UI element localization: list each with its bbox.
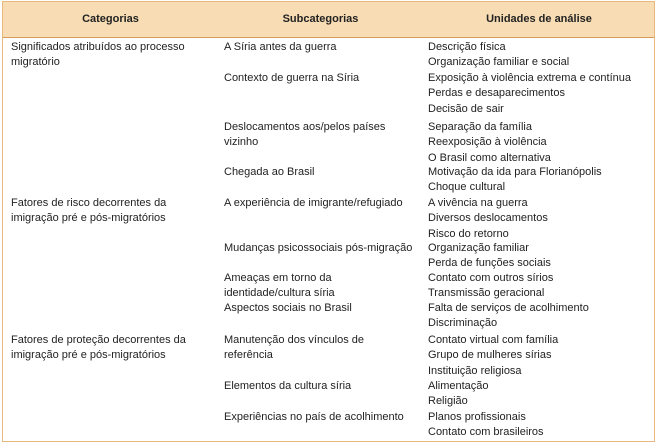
unit-item: Motivação da ida para Florianópolis	[428, 166, 602, 178]
subcategory-cell	[224, 120, 424, 151]
category-cell	[11, 40, 211, 71]
unit-item: Decisão de sair	[428, 102, 504, 115]
category-line: migratório	[11, 56, 60, 69]
units-cell	[428, 301, 653, 332]
subcategory-cell	[224, 271, 424, 302]
unit-item: Descrição física	[428, 41, 506, 53]
unit-item: Discriminação	[428, 317, 498, 330]
unit-item: Exposição à violência extrema e contínua	[428, 72, 632, 84]
units-cell	[428, 271, 653, 302]
subcategory-line: Manutenção dos vínculos de	[224, 334, 365, 346]
unit-item: Alimentação	[428, 380, 489, 392]
unit-item: A vivência na guerra	[428, 197, 528, 209]
subcategory-line: Aspectos sociais no Brasil	[224, 302, 352, 314]
units-cell	[428, 71, 653, 117]
unit-item: Perda de funções sociais	[428, 257, 551, 270]
subcategory-cell	[224, 71, 424, 86]
unit-item: Falta de serviços de acolhimento	[428, 302, 589, 314]
unit-item: Transmissão geracional	[428, 287, 545, 300]
unit-item: O Brasil como alternativa	[428, 151, 551, 164]
header-subcategorias: Subcategorias	[282, 13, 359, 25]
unit-item: Organização familiar e social	[428, 56, 570, 69]
subcategory-line: A experiência de imigrante/refugiado	[224, 197, 403, 209]
subcategory-line: Chegada ao Brasil	[224, 166, 315, 178]
category-cell	[11, 196, 211, 227]
subcategory-cell	[224, 379, 424, 394]
unit-item: Contato com outros sírios	[428, 272, 554, 284]
subcategory-cell	[224, 241, 424, 256]
subcategory-line: Ameaças em torno da	[224, 272, 332, 284]
unit-item: Instituição religiosa	[428, 364, 522, 377]
units-cell	[428, 241, 653, 272]
unit-item: Contato virtual com família	[428, 334, 559, 346]
header-categorias: Categorias	[82, 13, 139, 25]
unit-item: Risco do retorno	[428, 227, 509, 240]
unit-item: Organização familiar	[428, 242, 529, 254]
units-cell	[428, 165, 653, 196]
category-line: Significados atribuídos ao processo	[11, 41, 185, 53]
unit-item: Choque cultural	[428, 181, 506, 194]
category-line: imigração pré e pós-migratórios	[11, 349, 166, 362]
category-cell	[11, 333, 211, 364]
subcategory-line: vizinho	[224, 136, 259, 149]
category-line: imigração pré e pós-migratórios	[11, 212, 166, 225]
unit-item: Religião	[428, 395, 468, 408]
unit-item: Reexposição à violência	[428, 136, 547, 149]
subcategory-cell	[224, 301, 424, 316]
unit-item: Separação da família	[428, 121, 532, 133]
subcategory-cell	[224, 40, 424, 55]
subcategory-line: Experiências no país de acolhimento	[224, 411, 404, 423]
subcategory-line: referência	[224, 349, 273, 362]
subcategory-cell	[224, 196, 424, 211]
subcategory-line: Elementos da cultura síria	[224, 380, 352, 392]
unit-item: Perdas e desaparecimentos	[428, 87, 565, 100]
units-cell	[428, 410, 653, 441]
analysis-table	[2, 1, 655, 442]
subcategory-line: A Síria antes da guerra	[224, 41, 337, 53]
subcategory-line: Contexto de guerra na Síria	[224, 72, 360, 84]
header-unidades: Unidades de análise	[486, 13, 592, 25]
subcategory-line: identidade/cultura síria	[224, 287, 335, 300]
units-cell	[428, 120, 653, 166]
unit-item: Grupo de mulheres sírias	[428, 349, 552, 362]
subcategory-cell	[224, 333, 424, 364]
subcategory-cell	[224, 165, 424, 180]
unit-item: Planos profissionais	[428, 411, 526, 423]
subcategory-line: Deslocamentos aos/pelos países	[224, 121, 386, 133]
units-cell	[428, 40, 653, 71]
subcategory-line: Mudanças psicossociais pós-migração	[224, 242, 413, 254]
units-cell	[428, 333, 653, 379]
units-cell	[428, 379, 653, 410]
category-line: Fatores de proteção decorrentes da	[11, 334, 186, 346]
category-line: Fatores de risco decorrentes da	[11, 197, 167, 209]
subcategory-cell	[224, 410, 424, 425]
unit-item: Diversos deslocamentos	[428, 212, 548, 225]
unit-item: Contato com brasileiros	[428, 426, 544, 439]
units-cell	[428, 196, 653, 242]
table-header	[3, 2, 654, 38]
